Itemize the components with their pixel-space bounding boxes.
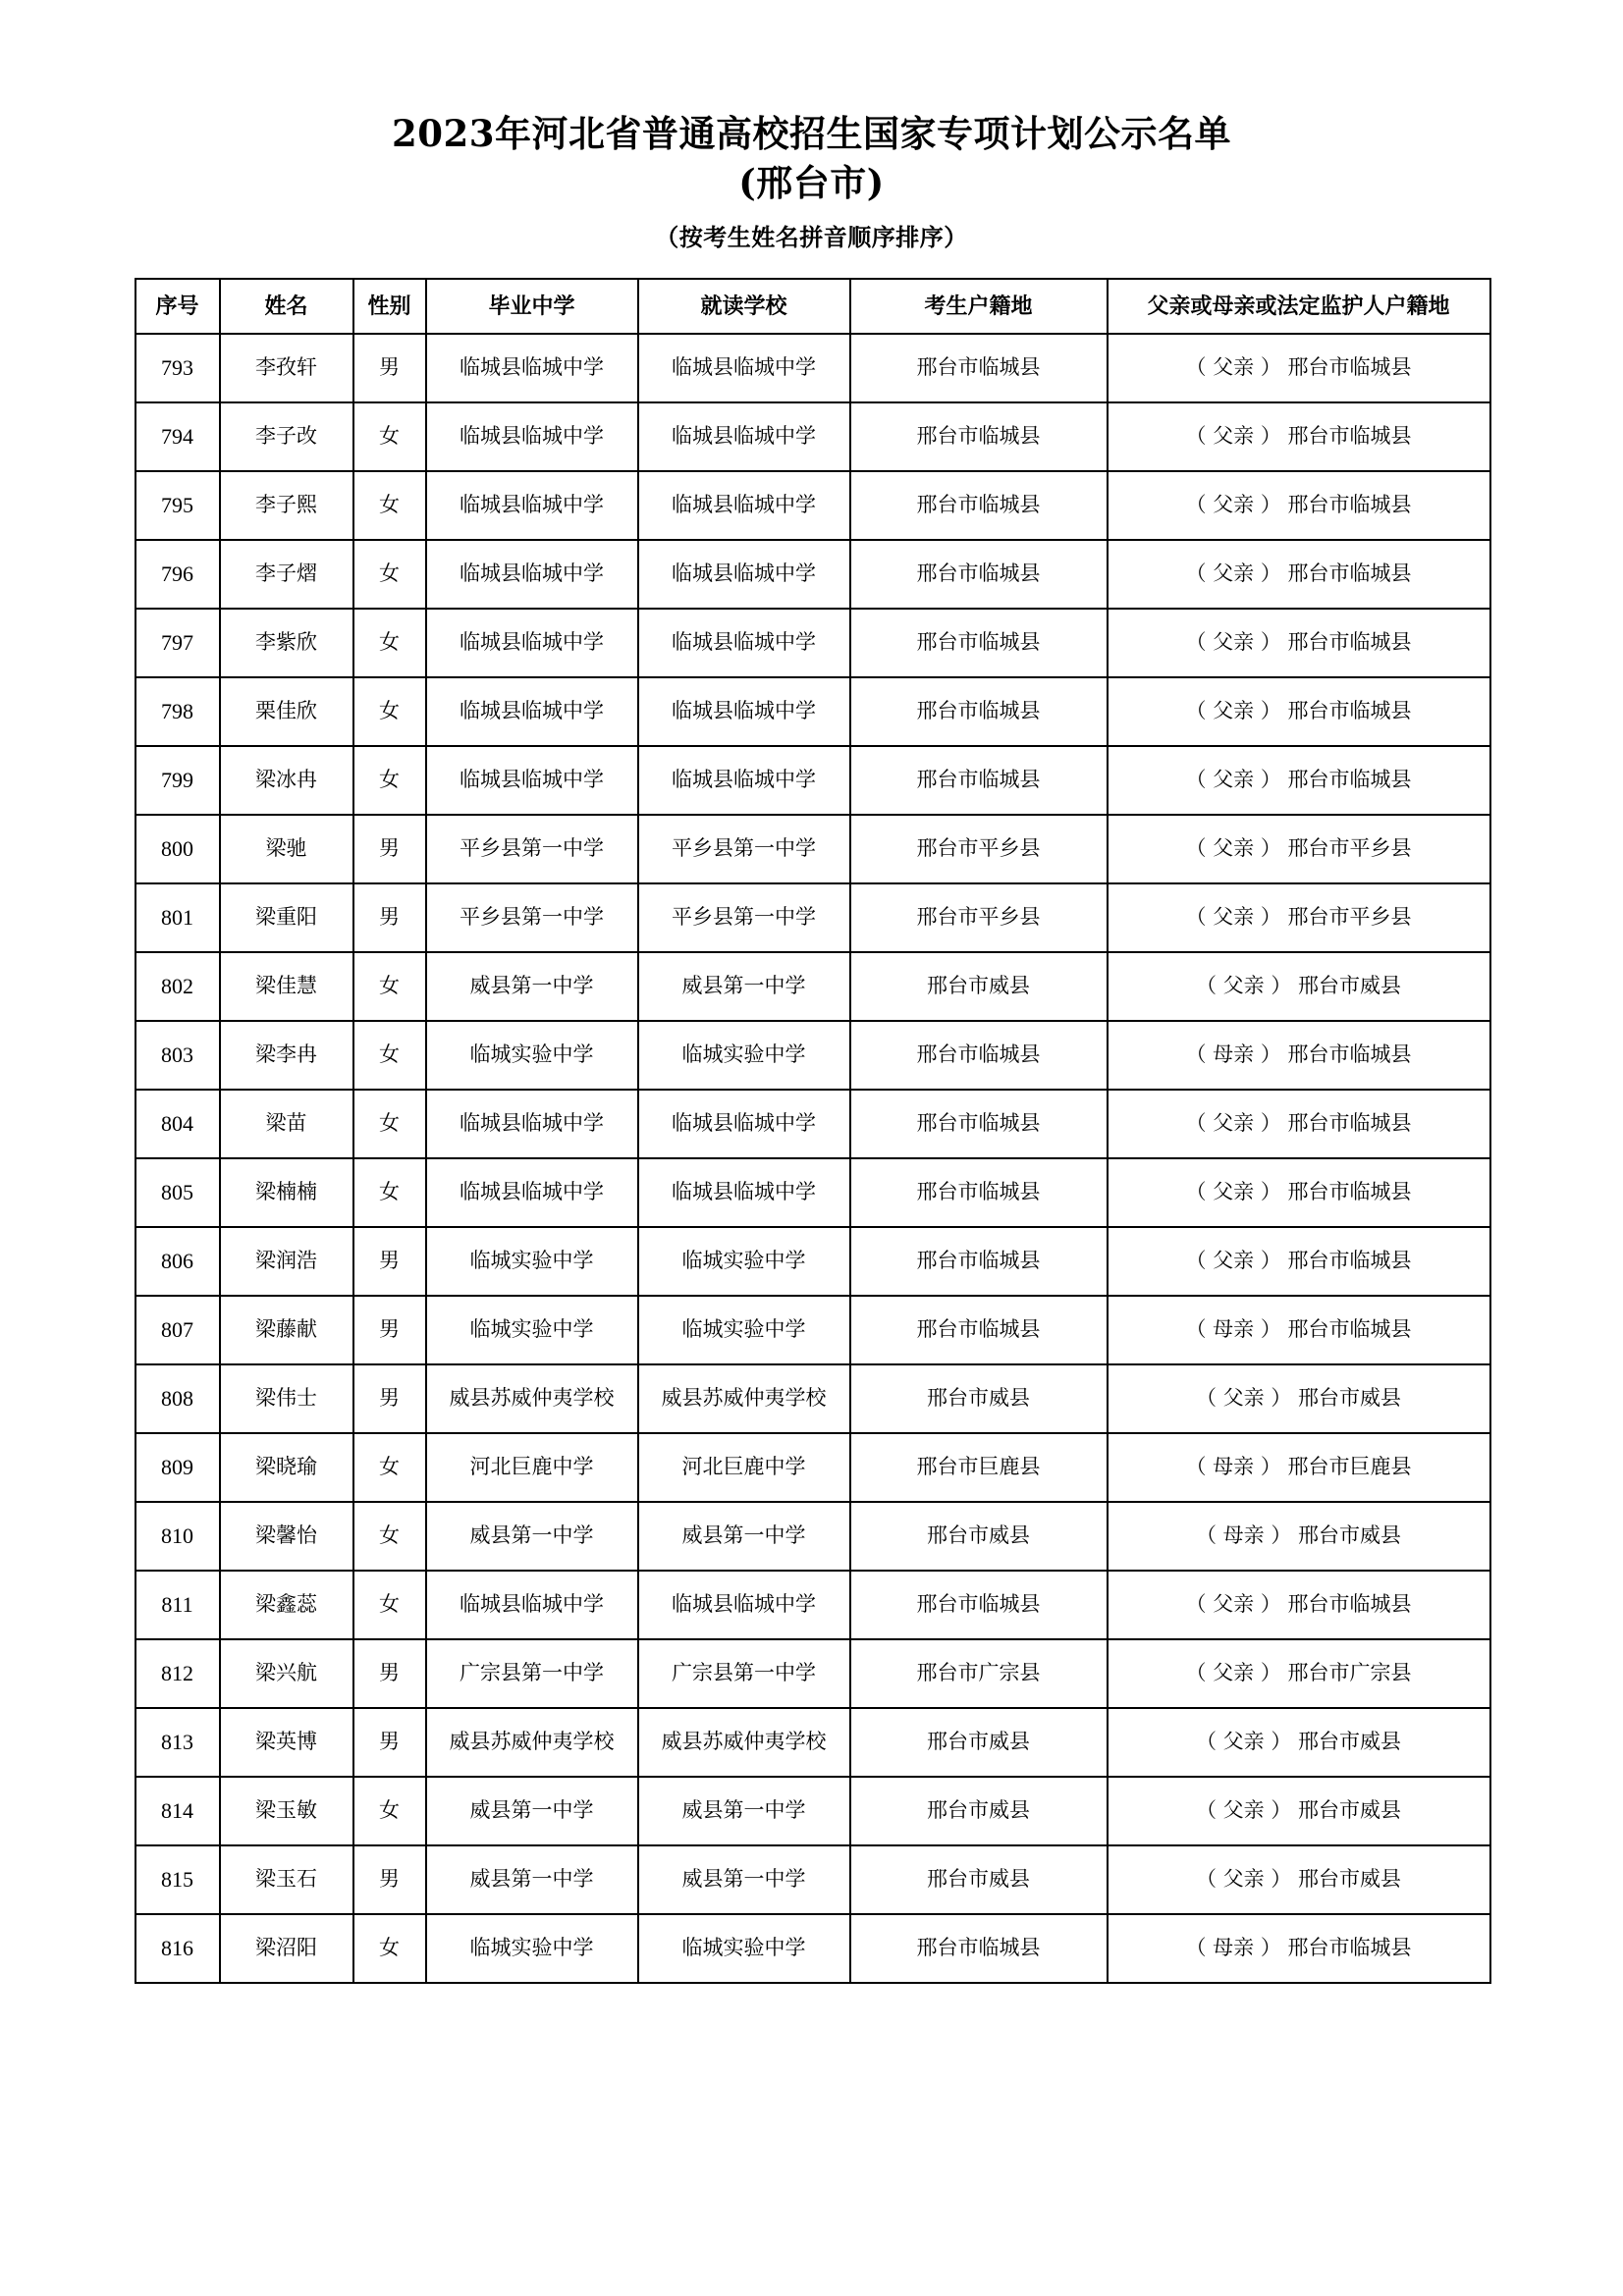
cell-name: 李子熠 — [220, 540, 353, 609]
table-row — [135, 334, 1490, 402]
cell-name: 李子改 — [220, 402, 353, 471]
cell-candidate-domicile: 邢台市威县 — [850, 952, 1108, 1021]
cell-sex: 男 — [353, 1227, 426, 1296]
table-row — [135, 815, 1490, 883]
cell-sex: 男 — [353, 815, 426, 883]
cell-no: 815 — [135, 1845, 220, 1914]
cell-guardian-domicile: （ 父亲 ） 邢台市临城县 — [1108, 1090, 1490, 1158]
cell-candidate-domicile: 邢台市临城县 — [850, 1227, 1108, 1296]
cell-sex: 男 — [353, 1639, 426, 1708]
cell-name: 梁伟士 — [220, 1364, 353, 1433]
cell-attending-school: 临城县临城中学 — [638, 746, 850, 815]
table-row — [135, 1296, 1490, 1364]
cell-graduated-school: 临城县临城中学 — [426, 746, 638, 815]
cell-graduated-school: 河北巨鹿中学 — [426, 1433, 638, 1502]
cell-no: 802 — [135, 952, 220, 1021]
cell-name: 梁苗 — [220, 1090, 353, 1158]
cell-sex: 女 — [353, 677, 426, 746]
cell-no: 804 — [135, 1090, 220, 1158]
cell-sex: 女 — [353, 402, 426, 471]
cell-no: 801 — [135, 883, 220, 952]
cell-candidate-domicile: 邢台市临城县 — [850, 1296, 1108, 1364]
cell-name: 栗佳欣 — [220, 677, 353, 746]
cell-no: 797 — [135, 609, 220, 677]
cell-candidate-domicile: 邢台市威县 — [850, 1777, 1108, 1845]
cell-candidate-domicile: 邢台市广宗县 — [850, 1639, 1108, 1708]
cell-no: 808 — [135, 1364, 220, 1433]
table-row — [135, 1502, 1490, 1571]
cell-sex: 女 — [353, 1433, 426, 1502]
cell-attending-school: 威县第一中学 — [638, 1845, 850, 1914]
cell-guardian-domicile: （ 父亲 ） 邢台市平乡县 — [1108, 815, 1490, 883]
cell-attending-school: 临城县临城中学 — [638, 471, 850, 540]
cell-guardian-domicile: （ 父亲 ） 邢台市临城县 — [1108, 1571, 1490, 1639]
cell-candidate-domicile: 邢台市临城县 — [850, 402, 1108, 471]
cell-guardian-domicile: （ 父亲 ） 邢台市临城县 — [1108, 402, 1490, 471]
cell-no: 816 — [135, 1914, 220, 1983]
cell-attending-school: 平乡县第一中学 — [638, 883, 850, 952]
cell-name: 梁藤献 — [220, 1296, 353, 1364]
cell-guardian-domicile: （ 母亲 ） 邢台市临城县 — [1108, 1296, 1490, 1364]
cell-no: 794 — [135, 402, 220, 471]
cell-graduated-school: 威县第一中学 — [426, 1777, 638, 1845]
cell-attending-school: 临城县临城中学 — [638, 402, 850, 471]
cell-candidate-domicile: 邢台市平乡县 — [850, 815, 1108, 883]
cell-attending-school: 威县第一中学 — [638, 952, 850, 1021]
cell-graduated-school: 临城实验中学 — [426, 1296, 638, 1364]
cell-graduated-school: 平乡县第一中学 — [426, 815, 638, 883]
cell-graduated-school: 临城县临城中学 — [426, 334, 638, 402]
cell-attending-school: 临城实验中学 — [638, 1914, 850, 1983]
column-header-candidate-domicile: 考生户籍地 — [850, 279, 1108, 334]
cell-graduated-school: 临城县临城中学 — [426, 1090, 638, 1158]
cell-graduated-school: 临城实验中学 — [426, 1021, 638, 1090]
table-row — [135, 609, 1490, 677]
table-row — [135, 540, 1490, 609]
cell-attending-school: 临城县临城中学 — [638, 540, 850, 609]
cell-candidate-domicile: 邢台市临城县 — [850, 1021, 1108, 1090]
cell-no: 809 — [135, 1433, 220, 1502]
cell-attending-school: 广宗县第一中学 — [638, 1639, 850, 1708]
cell-guardian-domicile: （ 母亲 ） 邢台市巨鹿县 — [1108, 1433, 1490, 1502]
cell-candidate-domicile: 邢台市威县 — [850, 1502, 1108, 1571]
cell-graduated-school: 威县苏威仲夷学校 — [426, 1364, 638, 1433]
cell-guardian-domicile: （ 父亲 ） 邢台市威县 — [1108, 952, 1490, 1021]
cell-sex: 男 — [353, 1364, 426, 1433]
cell-no: 814 — [135, 1777, 220, 1845]
cell-guardian-domicile: （ 父亲 ） 邢台市威县 — [1108, 1845, 1490, 1914]
cell-candidate-domicile: 邢台市临城县 — [850, 746, 1108, 815]
cell-no: 811 — [135, 1571, 220, 1639]
cell-name: 李紫欣 — [220, 609, 353, 677]
table-row — [135, 952, 1490, 1021]
cell-no: 796 — [135, 540, 220, 609]
cell-no: 799 — [135, 746, 220, 815]
sort-order-note: （按考生姓名拼音顺序排序） — [655, 223, 968, 252]
cell-guardian-domicile: （ 父亲 ） 邢台市临城县 — [1108, 746, 1490, 815]
cell-graduated-school: 临城实验中学 — [426, 1227, 638, 1296]
cell-name: 梁鑫蕊 — [220, 1571, 353, 1639]
cell-guardian-domicile: （ 母亲 ） 邢台市临城县 — [1108, 1021, 1490, 1090]
table-row — [135, 1639, 1490, 1708]
cell-guardian-domicile: （ 父亲 ） 邢台市临城县 — [1108, 609, 1490, 677]
column-header-guardian-domicile: 父亲或母亲或法定监护人户籍地 — [1108, 279, 1490, 334]
cell-candidate-domicile: 邢台市临城县 — [850, 1571, 1108, 1639]
cell-no: 806 — [135, 1227, 220, 1296]
cell-graduated-school: 临城县临城中学 — [426, 471, 638, 540]
cell-guardian-domicile: （ 父亲 ） 邢台市平乡县 — [1108, 883, 1490, 952]
cell-no: 812 — [135, 1639, 220, 1708]
cell-graduated-school: 临城县临城中学 — [426, 1571, 638, 1639]
cell-name: 梁玉石 — [220, 1845, 353, 1914]
table-row — [135, 1777, 1490, 1845]
cell-guardian-domicile: （ 父亲 ） 邢台市广宗县 — [1108, 1639, 1490, 1708]
cell-guardian-domicile: （ 父亲 ） 邢台市临城县 — [1108, 1158, 1490, 1227]
column-header-attending-school: 就读学校 — [638, 279, 850, 334]
cell-name: 梁晓瑜 — [220, 1433, 353, 1502]
cell-graduated-school: 临城县临城中学 — [426, 1158, 638, 1227]
page-subtitle: (邢台市) — [738, 161, 885, 205]
cell-sex: 男 — [353, 1708, 426, 1777]
cell-graduated-school: 临城县临城中学 — [426, 677, 638, 746]
cell-attending-school: 临城实验中学 — [638, 1296, 850, 1364]
column-header-no: 序号 — [135, 279, 220, 334]
page-title: 2023年河北省普通高校招生国家专项计划公示名单 — [392, 112, 1231, 155]
cell-candidate-domicile: 邢台市临城县 — [850, 471, 1108, 540]
cell-candidate-domicile: 邢台市临城县 — [850, 334, 1108, 402]
cell-graduated-school: 威县苏威仲夷学校 — [426, 1708, 638, 1777]
cell-attending-school: 威县第一中学 — [638, 1777, 850, 1845]
cell-sex: 女 — [353, 1021, 426, 1090]
table-row — [135, 1090, 1490, 1158]
table-row — [135, 1227, 1490, 1296]
table-row — [135, 1914, 1490, 1983]
cell-sex: 女 — [353, 540, 426, 609]
cell-name: 李孜轩 — [220, 334, 353, 402]
table-row — [135, 1433, 1490, 1502]
cell-name: 梁兴航 — [220, 1639, 353, 1708]
cell-graduated-school: 威县第一中学 — [426, 952, 638, 1021]
cell-candidate-domicile: 邢台市临城县 — [850, 540, 1108, 609]
cell-graduated-school: 平乡县第一中学 — [426, 883, 638, 952]
cell-sex: 男 — [353, 334, 426, 402]
column-header-name: 姓名 — [220, 279, 353, 334]
cell-attending-school: 威县苏威仲夷学校 — [638, 1364, 850, 1433]
cell-sex: 男 — [353, 1296, 426, 1364]
cell-attending-school: 临城县临城中学 — [638, 677, 850, 746]
document-header — [0, 0, 1623, 252]
cell-sex: 女 — [353, 746, 426, 815]
cell-graduated-school: 威县第一中学 — [426, 1845, 638, 1914]
cell-candidate-domicile: 邢台市临城县 — [850, 1158, 1108, 1227]
cell-attending-school: 临城县临城中学 — [638, 1090, 850, 1158]
cell-guardian-domicile: （ 父亲 ） 邢台市临城县 — [1108, 540, 1490, 609]
cell-sex: 女 — [353, 1914, 426, 1983]
cell-guardian-domicile: （ 父亲 ） 邢台市临城县 — [1108, 334, 1490, 402]
cell-name: 李子熙 — [220, 471, 353, 540]
cell-attending-school: 临城实验中学 — [638, 1227, 850, 1296]
cell-name: 梁馨怡 — [220, 1502, 353, 1571]
table-row — [135, 883, 1490, 952]
cell-guardian-domicile: （ 母亲 ） 邢台市临城县 — [1108, 1914, 1490, 1983]
cell-attending-school: 河北巨鹿中学 — [638, 1433, 850, 1502]
cell-guardian-domicile: （ 父亲 ） 邢台市临城县 — [1108, 1227, 1490, 1296]
table-row — [135, 1021, 1490, 1090]
cell-candidate-domicile: 邢台市平乡县 — [850, 883, 1108, 952]
cell-name: 梁重阳 — [220, 883, 353, 952]
column-header-graduated-school: 毕业中学 — [426, 279, 638, 334]
table-row — [135, 471, 1490, 540]
cell-no: 803 — [135, 1021, 220, 1090]
cell-no: 807 — [135, 1296, 220, 1364]
table-row — [135, 1571, 1490, 1639]
cell-no: 810 — [135, 1502, 220, 1571]
table-row — [135, 746, 1490, 815]
cell-sex: 女 — [353, 1158, 426, 1227]
table-row — [135, 677, 1490, 746]
roster-table — [135, 278, 1491, 1984]
cell-attending-school: 威县第一中学 — [638, 1502, 850, 1571]
cell-candidate-domicile: 邢台市临城县 — [850, 1914, 1108, 1983]
cell-no: 793 — [135, 334, 220, 402]
cell-graduated-school: 广宗县第一中学 — [426, 1639, 638, 1708]
roster-table-body — [135, 334, 1490, 1983]
cell-name: 梁润浩 — [220, 1227, 353, 1296]
cell-attending-school: 威县苏威仲夷学校 — [638, 1708, 850, 1777]
table-header-row — [135, 279, 1490, 334]
roster-table-head — [135, 279, 1490, 334]
cell-name: 梁沼阳 — [220, 1914, 353, 1983]
cell-no: 798 — [135, 677, 220, 746]
cell-no: 795 — [135, 471, 220, 540]
roster-table-container — [135, 278, 1489, 1984]
column-header-sex: 性别 — [353, 279, 426, 334]
cell-sex: 女 — [353, 952, 426, 1021]
cell-name: 梁驰 — [220, 815, 353, 883]
cell-sex: 女 — [353, 471, 426, 540]
cell-attending-school: 平乡县第一中学 — [638, 815, 850, 883]
cell-attending-school: 临城实验中学 — [638, 1021, 850, 1090]
cell-graduated-school: 临城县临城中学 — [426, 540, 638, 609]
table-row — [135, 402, 1490, 471]
table-row — [135, 1845, 1490, 1914]
cell-guardian-domicile: （ 父亲 ） 邢台市临城县 — [1108, 677, 1490, 746]
cell-name: 梁英博 — [220, 1708, 353, 1777]
table-row — [135, 1364, 1490, 1433]
cell-graduated-school: 临城县临城中学 — [426, 609, 638, 677]
cell-no: 805 — [135, 1158, 220, 1227]
cell-name: 梁冰冉 — [220, 746, 353, 815]
cell-graduated-school: 临城县临城中学 — [426, 402, 638, 471]
cell-guardian-domicile: （ 父亲 ） 邢台市威县 — [1108, 1777, 1490, 1845]
cell-sex: 男 — [353, 883, 426, 952]
cell-graduated-school: 临城实验中学 — [426, 1914, 638, 1983]
cell-sex: 女 — [353, 609, 426, 677]
cell-candidate-domicile: 邢台市临城县 — [850, 1090, 1108, 1158]
cell-candidate-domicile: 邢台市临城县 — [850, 609, 1108, 677]
cell-guardian-domicile: （ 母亲 ） 邢台市威县 — [1108, 1502, 1490, 1571]
cell-guardian-domicile: （ 父亲 ） 邢台市临城县 — [1108, 471, 1490, 540]
cell-candidate-domicile: 邢台市巨鹿县 — [850, 1433, 1108, 1502]
cell-sex: 女 — [353, 1777, 426, 1845]
cell-name: 梁楠楠 — [220, 1158, 353, 1227]
cell-candidate-domicile: 邢台市威县 — [850, 1845, 1108, 1914]
cell-name: 梁佳慧 — [220, 952, 353, 1021]
cell-attending-school: 临城县临城中学 — [638, 1158, 850, 1227]
table-row — [135, 1158, 1490, 1227]
cell-guardian-domicile: （ 父亲 ） 邢台市威县 — [1108, 1708, 1490, 1777]
cell-candidate-domicile: 邢台市临城县 — [850, 677, 1108, 746]
table-row — [135, 1708, 1490, 1777]
cell-attending-school: 临城县临城中学 — [638, 1571, 850, 1639]
cell-name: 梁李冉 — [220, 1021, 353, 1090]
cell-guardian-domicile: （ 父亲 ） 邢台市威县 — [1108, 1364, 1490, 1433]
cell-no: 800 — [135, 815, 220, 883]
cell-attending-school: 临城县临城中学 — [638, 334, 850, 402]
cell-name: 梁玉敏 — [220, 1777, 353, 1845]
cell-candidate-domicile: 邢台市威县 — [850, 1364, 1108, 1433]
cell-no: 813 — [135, 1708, 220, 1777]
cell-sex: 女 — [353, 1090, 426, 1158]
cell-sex: 女 — [353, 1502, 426, 1571]
cell-candidate-domicile: 邢台市威县 — [850, 1708, 1108, 1777]
cell-sex: 男 — [353, 1845, 426, 1914]
cell-graduated-school: 威县第一中学 — [426, 1502, 638, 1571]
cell-sex: 女 — [353, 1571, 426, 1639]
cell-attending-school: 临城县临城中学 — [638, 609, 850, 677]
